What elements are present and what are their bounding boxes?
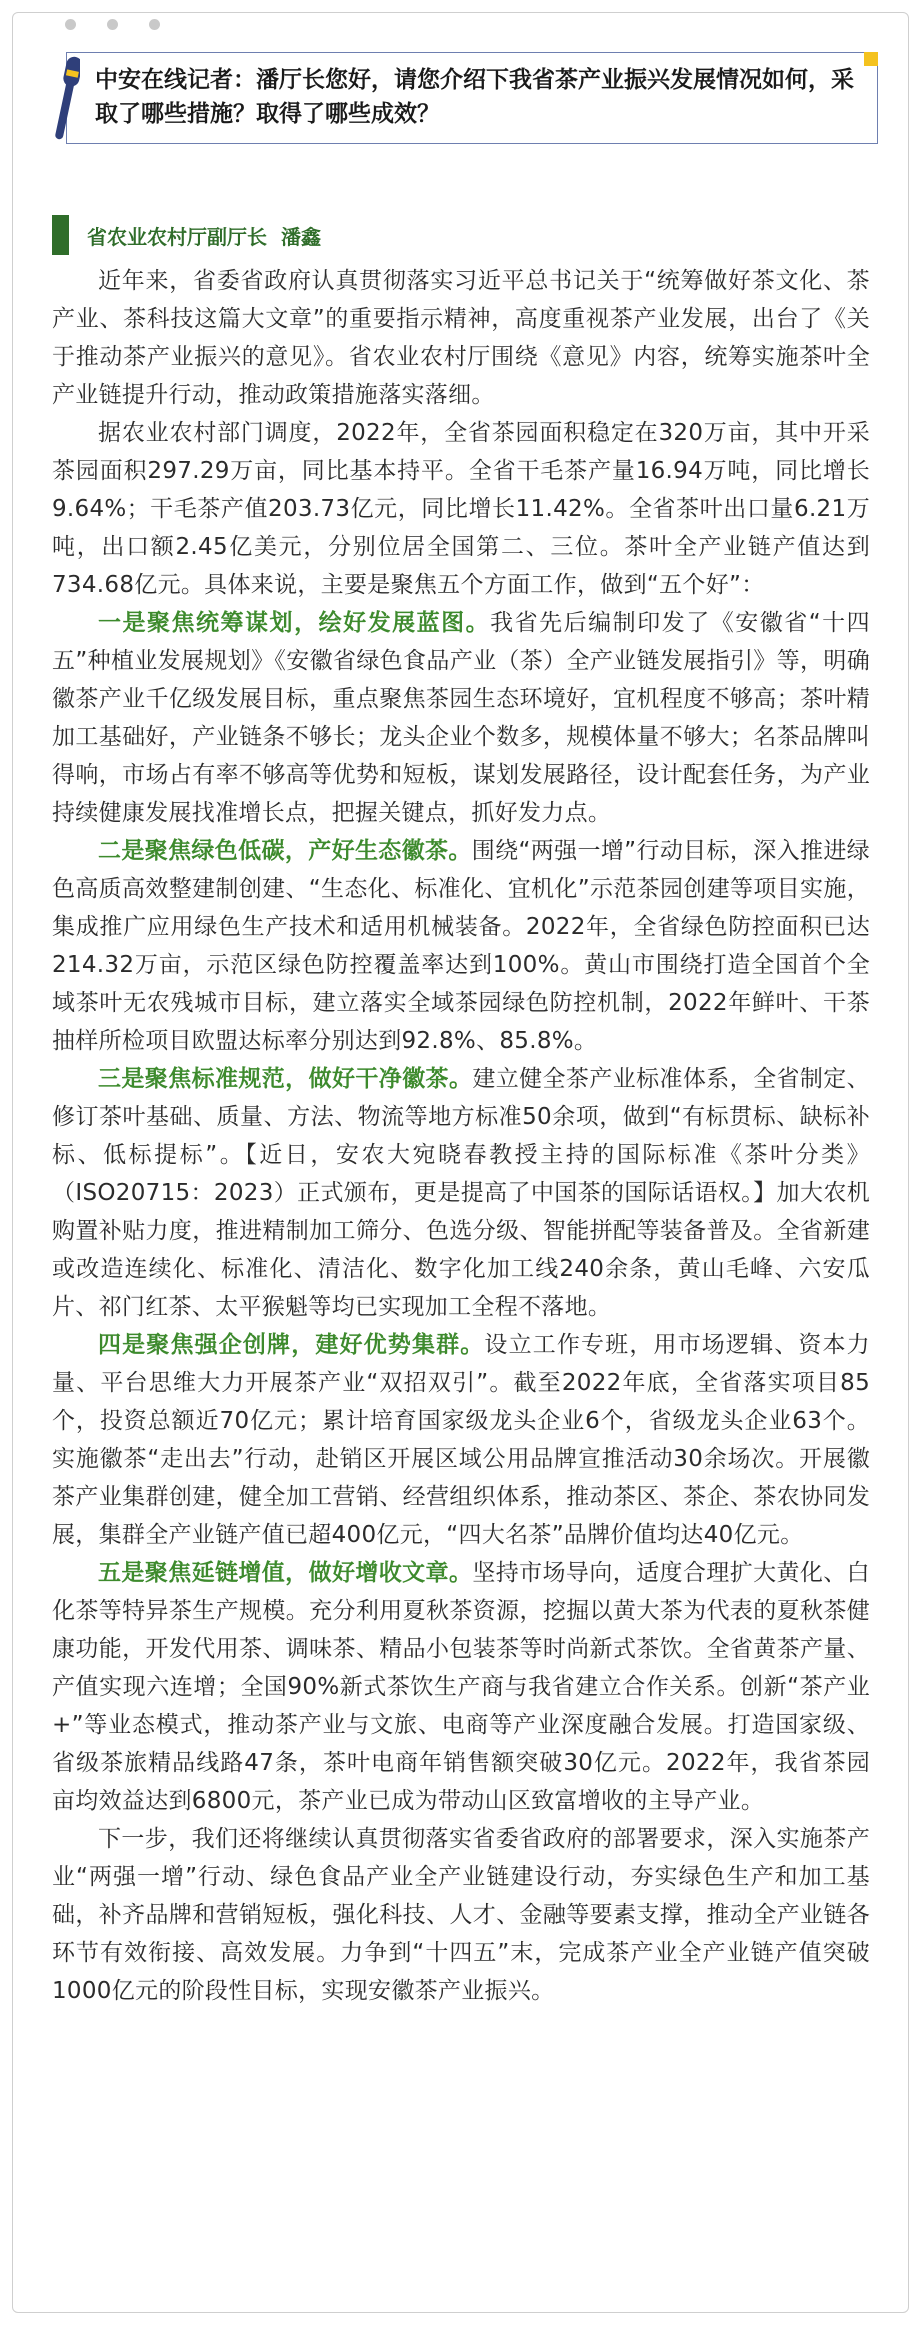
- question-text: 中安在线记者：潘厅长您好，请您介绍下我省茶产业振兴发展情况如何，采取了哪些措施？取得了哪些成效？: [95, 67, 854, 127]
- paragraph-text: 设立工作专班，用市场逻辑、资本力量、平台思维大力开展茶产业“双招双引”。截至2022年底，全省落实项目85个，投资总额近70亿元；累计培育国家级龙头企业6个，省级龙头企业63个。实施徽茶“走出去”行动，赴销区开展区域公用品牌宣推活动30余场次。开展徽茶产业集群创建，健全加工营销、经营组织体系，推动茶区、茶企、茶农协同发展，集群全产业链产值已超400亿元，“四大名茶”品牌价值均达40亿元。: [52, 1332, 870, 1548]
- speaker-name: 潘鑫: [281, 224, 321, 249]
- speaker-header: [52, 215, 321, 255]
- dot-3: [149, 19, 160, 30]
- paragraph: [52, 1554, 870, 1820]
- paragraph-text: 围绕“两强一增”行动目标，深入推进绿色高质高效整建制创建、“生态化、标准化、宜机化”示范茶园创建等项目实施，集成推广应用绿色生产技术和适用机械装备。2022年，全省绿色防控面积已达214.32万亩，示范区绿色防控覆盖率达到100%。黄山市围绕打造全国首个全域茶叶无农残城市目标，建立落实全域茶园绿色防控机制，2022年鲜叶、干茶抽样所检项目欧盟达标率分别达到92.8%、85.8%。: [52, 838, 870, 1054]
- paragraph-lead: 四是聚焦强企创牌，建好优势集群。: [98, 1332, 485, 1358]
- window-dots: [65, 19, 160, 30]
- speaker-label: [87, 221, 321, 250]
- dot-2: [107, 19, 118, 30]
- question-box: [66, 52, 878, 144]
- paragraph: [52, 832, 870, 1060]
- article-body: [52, 262, 870, 2010]
- dot-1: [65, 19, 76, 30]
- paragraph-text: 下一步，我们还将继续认真贯彻落实省委省政府的部署要求，深入实施茶产业“两强一增”行动、绿色食品产业全产业链建设行动，夯实绿色生产和加工基础，补齐品牌和营销短板，强化科技、人才、金融等要素支撑，推动全产业链各环节有效衔接、高效发展。力争到“十四五”末，完成茶产业全产业链产值突破1000亿元的阶段性目标，实现安徽茶产业振兴。: [52, 1826, 870, 2004]
- paragraph-text: 据农业农村部门调度，2022年，全省茶园面积稳定在320万亩，其中开采茶园面积297.29万亩，同比基本持平。全省干毛茶产量16.94万吨，同比增长9.64%；干毛茶产值203.73亿元，同比增长11.42%。全省茶叶出口量6.21万吨，出口额2.45亿美元，分别位居全国第二、三位。茶叶全产业链产值达到734.68亿元。具体来说，主要是聚焦五个方面工作，做到“五个好”：: [52, 420, 870, 598]
- paragraph: [52, 414, 870, 604]
- paragraph-text: 近年来，省委省政府认真贯彻落实习近平总书记关于“统筹做好茶文化、茶产业、茶科技这篇大文章”的重要指示精神，高度重视茶产业发展，出台了《关于推动茶产业振兴的意见》。省农业农村厅围绕《意见》内容，统筹实施茶叶全产业链提升行动，推动政策措施落实落细。: [52, 268, 870, 408]
- speaker-title: 省农业农村厅副厅长: [87, 224, 267, 249]
- speaker-accent-bar: [52, 215, 69, 255]
- paragraph-lead: 一是聚焦统筹谋划，绘好发展蓝图。: [98, 610, 491, 636]
- question-corner-accent: [864, 52, 878, 66]
- paragraph: [52, 604, 870, 832]
- paragraph-lead: 五是聚焦延链增值，做好增收文章。: [98, 1560, 473, 1586]
- paragraph: [52, 262, 870, 414]
- paragraph-text: 建立健全茶产业标准体系，全省制定、修订茶叶基础、质量、方法、物流等地方标准50余项，做到“有标贯标、缺标补标、低标提标”。【近日，安农大宛晓春教授主持的国际标准《茶叶分类》（ISO20715：2023）正式颁布，更是提高了中国茶的国际话语权。】加大农机购置补贴力度，推进精制加工筛分、色选分级、智能拼配等装备普及。全省新建或改造连续化、标准化、清洁化、数字化加工线240余条，黄山毛峰、六安瓜片、祁门红茶、太平猴魁等均已实现加工全程不落地。: [52, 1066, 870, 1320]
- paragraph-text: 坚持市场导向，适度合理扩大黄化、白化茶等特异茶生产规模。充分利用夏秋茶资源，挖掘以黄大茶为代表的夏秋茶健康功能，开发代用茶、调味茶、精品小包装茶等时尚新式茶饮。全省黄茶产量、产值实现六连增；全国90%新式茶饮生产商与我省建立合作关系。创新“茶产业+”等业态模式，推动茶产业与文旅、电商等产业深度融合发展。打造国家级、省级茶旅精品线路47条，茶叶电商年销售额突破30亿元。2022年，我省茶园亩均效益达到6800元，茶产业已成为带动山区致富增收的主导产业。: [52, 1560, 870, 1814]
- paragraph-lead: 三是聚焦标准规范，做好干净徽茶。: [98, 1066, 473, 1092]
- paragraph: [52, 1326, 870, 1554]
- paragraph: [52, 1060, 870, 1326]
- paragraph: [52, 1820, 870, 2010]
- paragraph-text: 我省先后编制印发了《安徽省“十四五”种植业发展规划》《安徽省绿色食品产业（茶）全产业链发展指引》等，明确徽茶产业千亿级发展目标，重点聚焦茶园生态环境好，宜机程度不够高；茶叶精加工基础好，产业链条不够长；龙头企业个数多，规模体量不够大；名茶品牌叫得响，市场占有率不够高等优势和短板，谋划发展路径，设计配套任务，为产业持续健康发展找准增长点，把握关键点，抓好发力点。: [52, 610, 870, 826]
- microphone-icon: [54, 54, 80, 144]
- paragraph-lead: 二是聚焦绿色低碳，产好生态徽茶。: [98, 838, 472, 864]
